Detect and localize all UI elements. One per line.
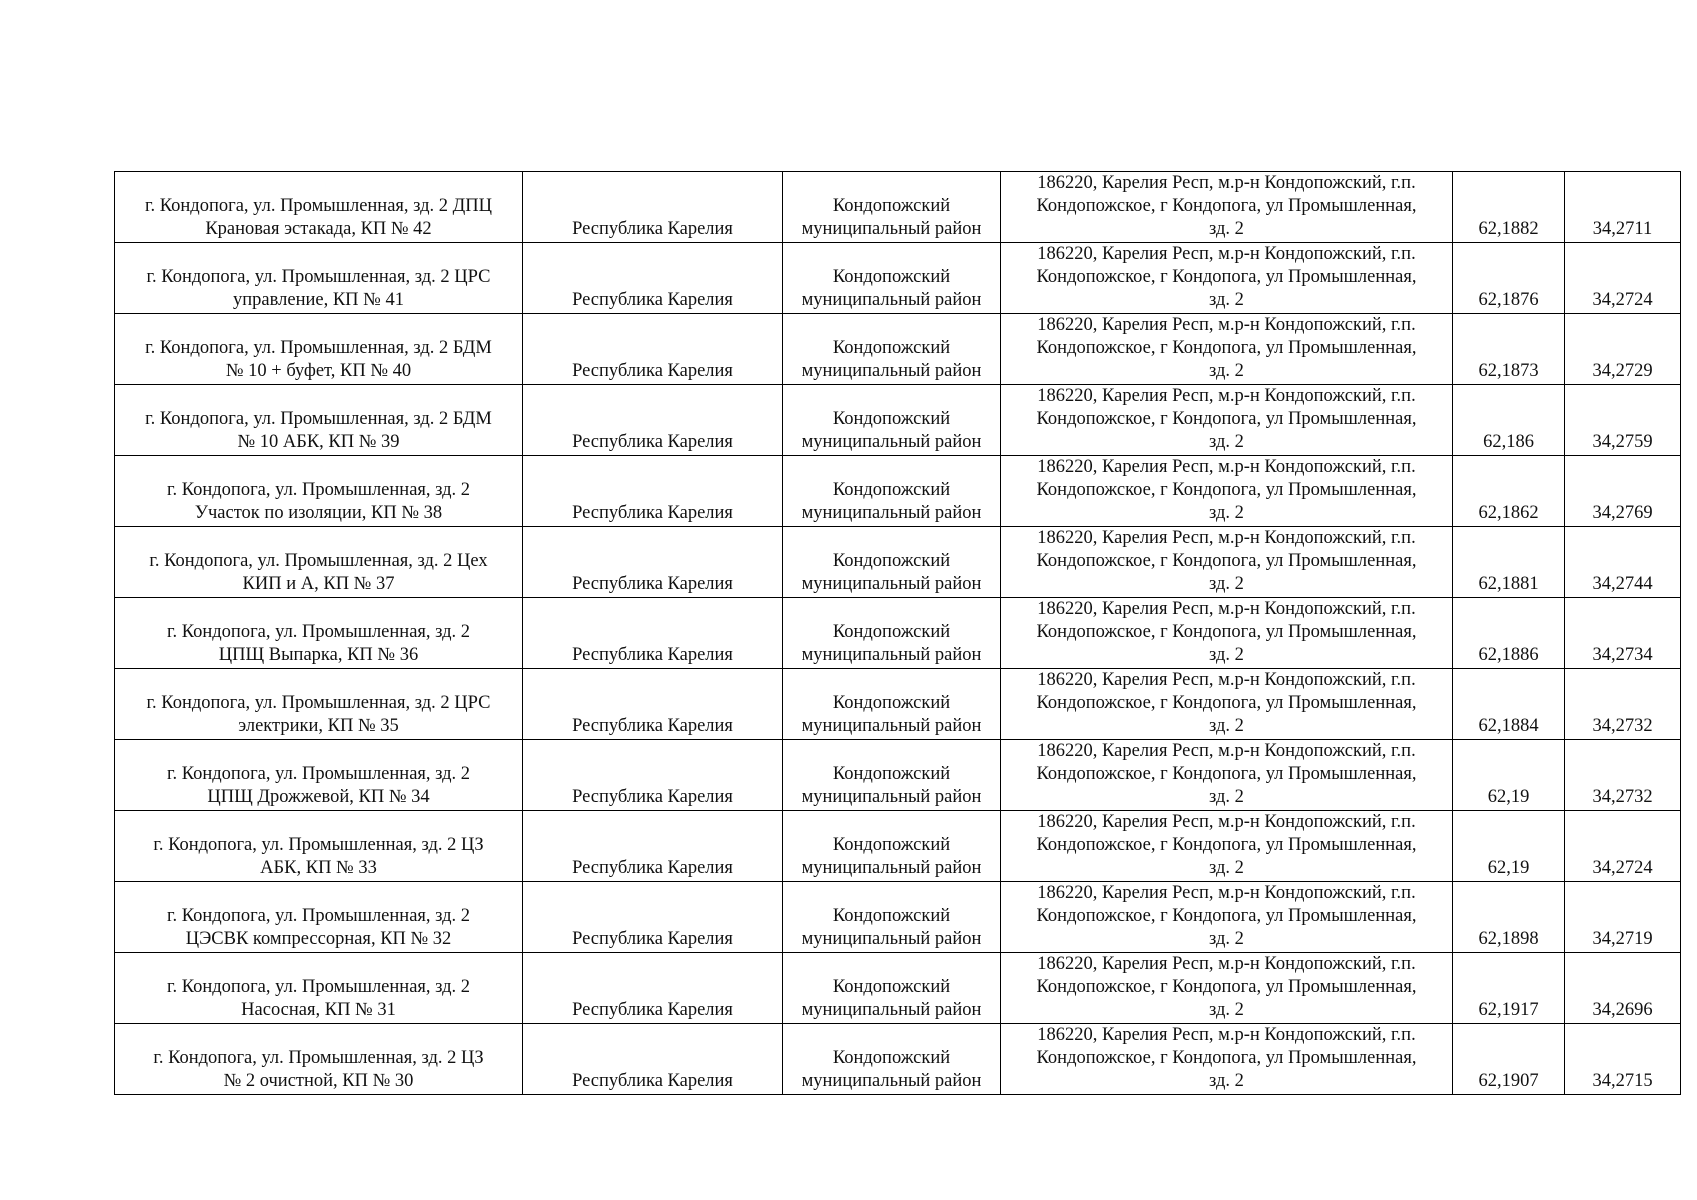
- longitude-cell: 34,2724: [1565, 243, 1681, 314]
- object-name-cell: [115, 456, 523, 527]
- longitude-cell: 34,2732: [1565, 740, 1681, 811]
- address-line: зд. 2: [1209, 432, 1244, 452]
- district-line: Кондопожский: [832, 977, 951, 997]
- object-name-line: Участок по изоляции, КП № 38: [194, 503, 443, 523]
- address-line: 186220, Карелия Респ, м.р-н Кондопожский, г.п.: [1037, 670, 1416, 690]
- object-name-line: г. Кондопога, ул. Промышленная, зд. 2 БДМ: [145, 409, 492, 429]
- longitude-cell: 34,2715: [1565, 1024, 1681, 1095]
- address-line: 186220, Карелия Респ, м.р-н Кондопожский, г.п.: [1037, 954, 1416, 974]
- region-cell: Республика Карелия: [523, 172, 783, 243]
- address-line: 186220, Карелия Респ, м.р-н Кондопожский, г.п.: [1037, 244, 1416, 264]
- address-line: зд. 2: [1209, 290, 1244, 310]
- address-line: 186220, Карелия Респ, м.р-н Кондопожский, г.п.: [1037, 741, 1416, 761]
- address-line: 186220, Карелия Респ, м.р-н Кондопожский, г.п.: [1037, 528, 1416, 548]
- table-row: [115, 740, 1681, 811]
- latitude-cell: 62,19: [1453, 740, 1565, 811]
- district-cell: [783, 598, 1001, 669]
- address-cell: [1001, 669, 1453, 740]
- address-line: 186220, Карелия Респ, м.р-н Кондопожский, г.п.: [1037, 386, 1416, 406]
- object-name-cell: [115, 811, 523, 882]
- address-line: 186220, Карелия Респ, м.р-н Кондопожский, г.п.: [1037, 1025, 1416, 1045]
- district-line: муниципальный район: [801, 361, 982, 381]
- district-line: Кондопожский: [832, 693, 951, 713]
- table-row: [115, 882, 1681, 953]
- address-line: зд. 2: [1209, 929, 1244, 949]
- address-line: Кондопожское, г Кондопога, ул Промышленная,: [1036, 764, 1417, 784]
- address-line: зд. 2: [1209, 1000, 1244, 1020]
- district-cell: [783, 456, 1001, 527]
- object-name-line: Крановая эстакада, КП № 42: [205, 219, 432, 239]
- latitude-cell: 62,1907: [1453, 1024, 1565, 1095]
- district-line: Кондопожский: [832, 906, 951, 926]
- object-name-cell: [115, 527, 523, 598]
- latitude-cell: 62,19: [1453, 811, 1565, 882]
- object-name-cell: [115, 669, 523, 740]
- address-line: Кондопожское, г Кондопога, ул Промышленная,: [1036, 622, 1417, 642]
- object-name-line: электрики, КП № 35: [238, 716, 399, 736]
- address-line: Кондопожское, г Кондопога, ул Промышленная,: [1036, 1048, 1417, 1068]
- region-cell: Республика Карелия: [523, 953, 783, 1024]
- objects-table: [114, 171, 1681, 1095]
- address-line: зд. 2: [1209, 361, 1244, 381]
- address-cell: [1001, 882, 1453, 953]
- address-line: Кондопожское, г Кондопога, ул Промышленная,: [1036, 693, 1417, 713]
- region-cell: Республика Карелия: [523, 385, 783, 456]
- region-cell: Республика Карелия: [523, 598, 783, 669]
- address-cell: [1001, 172, 1453, 243]
- longitude-cell: 34,2734: [1565, 598, 1681, 669]
- address-line: 186220, Карелия Респ, м.р-н Кондопожский, г.п.: [1037, 173, 1416, 193]
- region-cell: Республика Карелия: [523, 314, 783, 385]
- latitude-cell: 62,1873: [1453, 314, 1565, 385]
- region-cell: Республика Карелия: [523, 882, 783, 953]
- table-row: [115, 172, 1681, 243]
- table-row: [115, 527, 1681, 598]
- address-line: зд. 2: [1209, 787, 1244, 807]
- latitude-cell: 62,1886: [1453, 598, 1565, 669]
- district-line: Кондопожский: [832, 1048, 951, 1068]
- object-name-cell: [115, 740, 523, 811]
- district-cell: [783, 527, 1001, 598]
- address-line: зд. 2: [1209, 858, 1244, 878]
- latitude-cell: 62,1917: [1453, 953, 1565, 1024]
- address-line: зд. 2: [1209, 645, 1244, 665]
- object-name-line: № 2 очистной, КП № 30: [223, 1071, 414, 1091]
- district-line: Кондопожский: [832, 196, 951, 216]
- object-name-line: г. Кондопога, ул. Промышленная, зд. 2: [166, 977, 471, 997]
- object-name-line: г. Кондопога, ул. Промышленная, зд. 2 ДПЦ: [144, 196, 493, 216]
- longitude-cell: 34,2724: [1565, 811, 1681, 882]
- district-line: Кондопожский: [832, 622, 951, 642]
- district-line: муниципальный район: [801, 290, 982, 310]
- district-line: муниципальный район: [801, 787, 982, 807]
- latitude-cell: 62,1862: [1453, 456, 1565, 527]
- table-row: [115, 385, 1681, 456]
- district-line: муниципальный район: [801, 503, 982, 523]
- address-line: зд. 2: [1209, 1071, 1244, 1091]
- object-name-line: г. Кондопога, ул. Промышленная, зд. 2: [166, 906, 471, 926]
- district-line: Кондопожский: [832, 338, 951, 358]
- object-name-cell: [115, 314, 523, 385]
- object-name-line: ЦПЩ Выпарка, КП № 36: [218, 645, 419, 665]
- district-line: Кондопожский: [832, 835, 951, 855]
- object-name-line: г. Кондопога, ул. Промышленная, зд. 2: [166, 480, 471, 500]
- object-name-line: г. Кондопога, ул. Промышленная, зд. 2 БДМ: [145, 338, 492, 358]
- object-name-line: г. Кондопога, ул. Промышленная, зд. 2 Цех: [149, 551, 488, 571]
- object-name-line: Насосная, КП № 31: [241, 1000, 396, 1020]
- address-cell: [1001, 243, 1453, 314]
- address-line: Кондопожское, г Кондопога, ул Промышленная,: [1036, 835, 1417, 855]
- district-cell: [783, 314, 1001, 385]
- latitude-cell: 62,1898: [1453, 882, 1565, 953]
- address-line: зд. 2: [1209, 219, 1244, 239]
- address-line: 186220, Карелия Респ, м.р-н Кондопожский, г.п.: [1037, 315, 1416, 335]
- address-line: 186220, Карелия Респ, м.р-н Кондопожский, г.п.: [1037, 457, 1416, 477]
- address-line: зд. 2: [1209, 716, 1244, 736]
- address-cell: [1001, 811, 1453, 882]
- object-name-line: управление, КП № 41: [233, 290, 404, 310]
- object-name-line: г. Кондопога, ул. Промышленная, зд. 2 ЦЗ: [153, 835, 484, 855]
- region-cell: Республика Карелия: [523, 669, 783, 740]
- longitude-cell: 34,2719: [1565, 882, 1681, 953]
- address-cell: [1001, 598, 1453, 669]
- object-name-line: г. Кондопога, ул. Промышленная, зд. 2: [166, 622, 471, 642]
- district-cell: [783, 385, 1001, 456]
- object-name-cell: [115, 172, 523, 243]
- address-line: 186220, Карелия Респ, м.р-н Кондопожский, г.п.: [1037, 883, 1416, 903]
- longitude-cell: 34,2769: [1565, 456, 1681, 527]
- table-row: [115, 669, 1681, 740]
- region-cell: Республика Карелия: [523, 1024, 783, 1095]
- district-cell: [783, 172, 1001, 243]
- district-cell: [783, 669, 1001, 740]
- latitude-cell: 62,1876: [1453, 243, 1565, 314]
- table-row: [115, 314, 1681, 385]
- object-name-line: г. Кондопога, ул. Промышленная, зд. 2 ЦЗ: [153, 1048, 484, 1068]
- address-line: зд. 2: [1209, 574, 1244, 594]
- district-line: муниципальный район: [801, 1071, 982, 1091]
- longitude-cell: 34,2696: [1565, 953, 1681, 1024]
- latitude-cell: 62,1882: [1453, 172, 1565, 243]
- address-cell: [1001, 740, 1453, 811]
- district-cell: [783, 243, 1001, 314]
- object-name-line: ЦПЩ Дрожжевой, КП № 34: [207, 787, 430, 807]
- object-name-cell: [115, 953, 523, 1024]
- district-line: муниципальный район: [801, 1000, 982, 1020]
- longitude-cell: 34,2732: [1565, 669, 1681, 740]
- district-cell: [783, 1024, 1001, 1095]
- address-line: Кондопожское, г Кондопога, ул Промышленная,: [1036, 409, 1417, 429]
- district-line: муниципальный район: [801, 645, 982, 665]
- district-line: Кондопожский: [832, 480, 951, 500]
- address-line: Кондопожское, г Кондопога, ул Промышленная,: [1036, 267, 1417, 287]
- district-line: муниципальный район: [801, 219, 982, 239]
- address-line: 186220, Карелия Респ, м.р-н Кондопожский, г.п.: [1037, 599, 1416, 619]
- object-name-cell: [115, 598, 523, 669]
- address-cell: [1001, 456, 1453, 527]
- object-name-line: АБК, КП № 33: [260, 858, 377, 878]
- object-name-cell: [115, 1024, 523, 1095]
- longitude-cell: 34,2711: [1565, 172, 1681, 243]
- table-row: [115, 811, 1681, 882]
- region-cell: Республика Карелия: [523, 456, 783, 527]
- district-line: муниципальный район: [801, 432, 982, 452]
- district-line: Кондопожский: [832, 267, 951, 287]
- object-name-cell: [115, 385, 523, 456]
- district-line: Кондопожский: [832, 409, 951, 429]
- address-line: Кондопожское, г Кондопога, ул Промышленная,: [1036, 338, 1417, 358]
- region-cell: Республика Карелия: [523, 527, 783, 598]
- object-name-cell: [115, 882, 523, 953]
- latitude-cell: 62,186: [1453, 385, 1565, 456]
- table-row: [115, 598, 1681, 669]
- table-row: [115, 456, 1681, 527]
- district-line: муниципальный район: [801, 574, 982, 594]
- address-cell: [1001, 1024, 1453, 1095]
- object-name-line: г. Кондопога, ул. Промышленная, зд. 2: [166, 764, 471, 784]
- object-name-line: КИП и А, КП № 37: [242, 574, 395, 594]
- address-line: 186220, Карелия Респ, м.р-н Кондопожский, г.п.: [1037, 812, 1416, 832]
- table-row: [115, 1024, 1681, 1095]
- object-name-line: г. Кондопога, ул. Промышленная, зд. 2 ЦРС: [146, 693, 491, 713]
- district-cell: [783, 811, 1001, 882]
- table-row: [115, 243, 1681, 314]
- district-line: Кондопожский: [832, 764, 951, 784]
- address-line: Кондопожское, г Кондопога, ул Промышленная,: [1036, 906, 1417, 926]
- latitude-cell: 62,1881: [1453, 527, 1565, 598]
- object-name-line: № 10 АБК, КП № 39: [237, 432, 400, 452]
- district-cell: [783, 882, 1001, 953]
- district-cell: [783, 953, 1001, 1024]
- district-line: Кондопожский: [832, 551, 951, 571]
- longitude-cell: 34,2729: [1565, 314, 1681, 385]
- address-line: зд. 2: [1209, 503, 1244, 523]
- address-line: Кондопожское, г Кондопога, ул Промышленная,: [1036, 551, 1417, 571]
- longitude-cell: 34,2759: [1565, 385, 1681, 456]
- address-cell: [1001, 314, 1453, 385]
- region-cell: Республика Карелия: [523, 740, 783, 811]
- longitude-cell: 34,2744: [1565, 527, 1681, 598]
- region-cell: Республика Карелия: [523, 243, 783, 314]
- district-cell: [783, 740, 1001, 811]
- region-cell: Республика Карелия: [523, 811, 783, 882]
- address-cell: [1001, 385, 1453, 456]
- address-cell: [1001, 527, 1453, 598]
- district-line: муниципальный район: [801, 858, 982, 878]
- table-row: [115, 953, 1681, 1024]
- address-line: Кондопожское, г Кондопога, ул Промышленная,: [1036, 480, 1417, 500]
- district-line: муниципальный район: [801, 716, 982, 736]
- table-body: [115, 172, 1681, 1095]
- object-name-line: г. Кондопога, ул. Промышленная, зд. 2 ЦРС: [146, 267, 491, 287]
- district-line: муниципальный район: [801, 929, 982, 949]
- address-line: Кондопожское, г Кондопога, ул Промышленная,: [1036, 977, 1417, 997]
- object-name-line: № 10 + буфет, КП № 40: [225, 361, 412, 381]
- latitude-cell: 62,1884: [1453, 669, 1565, 740]
- object-name-line: ЦЭСВК компрессорная, КП № 32: [185, 929, 452, 949]
- address-line: Кондопожское, г Кондопога, ул Промышленная,: [1036, 196, 1417, 216]
- object-name-cell: [115, 243, 523, 314]
- address-cell: [1001, 953, 1453, 1024]
